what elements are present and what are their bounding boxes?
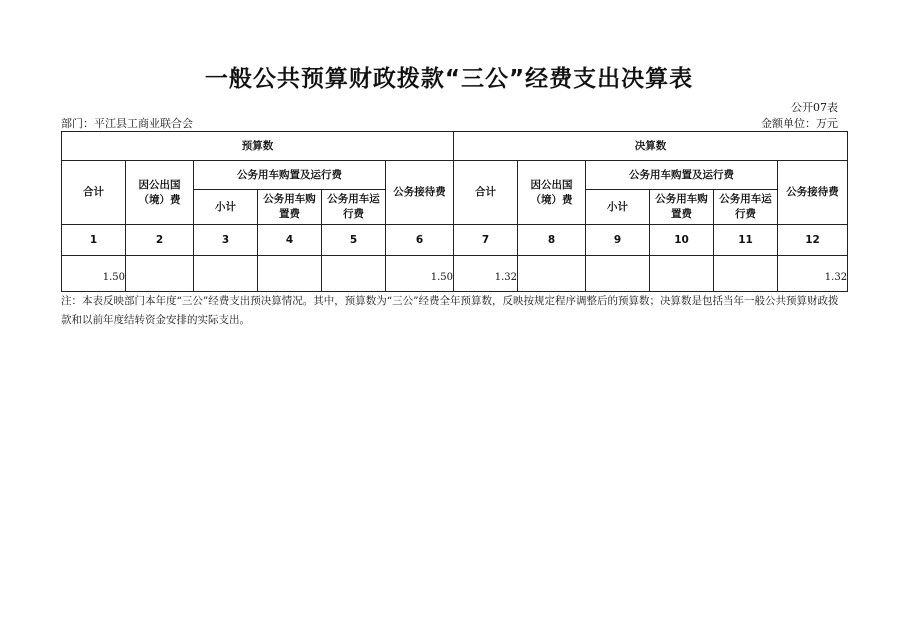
department-label: 部门：平江县工商业联合会 [61,117,193,130]
header-row-group [62,132,848,161]
budget-total-header: 合计 [62,161,126,225]
table-row [62,256,848,292]
final-reception-value: 1.32 [778,256,848,292]
footnote: 注：本表反映部门本年度“三公”经费支出预决算情况。其中，预算数为“三公”经费全年预算数，反映按规定程序调整后的预算数；决算数是包括当年一般公共预算财政拨款和以前年度结转资金安排的实际支出。 [61,295,839,326]
column-number: 1 [62,225,126,256]
budget-purchase-header: 公务用车购置费 [258,190,322,225]
budget-abroad-value [126,256,194,292]
column-number: 5 [322,225,386,256]
column-number: 2 [126,225,194,256]
three-public-expense-table [61,131,848,292]
budget-subtotal-value [194,256,258,292]
column-number: 8 [518,225,586,256]
budget-abroad-header: 因公出国（境）费 [126,161,194,225]
final-abroad-value [518,256,586,292]
column-number: 6 [386,225,454,256]
final-total-value: 1.32 [454,256,518,292]
budget-reception-value: 1.50 [386,256,454,292]
final-operation-value [714,256,778,292]
budget-reception-header: 公务接待费 [386,161,454,225]
column-number: 11 [714,225,778,256]
column-number: 4 [258,225,322,256]
final-abroad-header: 因公出国（境）费 [518,161,586,225]
column-number: 7 [454,225,518,256]
budget-header: 预算数 [62,132,454,161]
final-subtotal-header: 小计 [586,190,650,225]
form-number: 公开07表 [791,101,838,114]
column-number: 10 [650,225,714,256]
column-number: 9 [586,225,650,256]
budget-total-value: 1.50 [62,256,126,292]
header-row-categories [62,161,848,190]
final-purchase-value [650,256,714,292]
final-header: 决算数 [454,132,848,161]
budget-operation-header: 公务用车运行费 [322,190,386,225]
page-title: 一般公共预算财政拨款“三公”经费支出决算表 [204,66,694,92]
final-reception-header: 公务接待费 [778,161,848,225]
budget-vehicle-header: 公务用车购置及运行费 [194,161,386,190]
column-number: 3 [194,225,258,256]
final-purchase-header: 公务用车购置费 [650,190,714,225]
final-operation-header: 公务用车运行费 [714,190,778,225]
budget-purchase-value [258,256,322,292]
final-subtotal-value [586,256,650,292]
amount-unit-label: 金额单位：万元 [761,117,838,130]
final-total-header: 合计 [454,161,518,225]
final-vehicle-header: 公务用车购置及运行费 [586,161,778,190]
budget-operation-value [322,256,386,292]
column-number-row [62,225,848,256]
budget-subtotal-header: 小计 [194,190,258,225]
column-number: 12 [778,225,848,256]
